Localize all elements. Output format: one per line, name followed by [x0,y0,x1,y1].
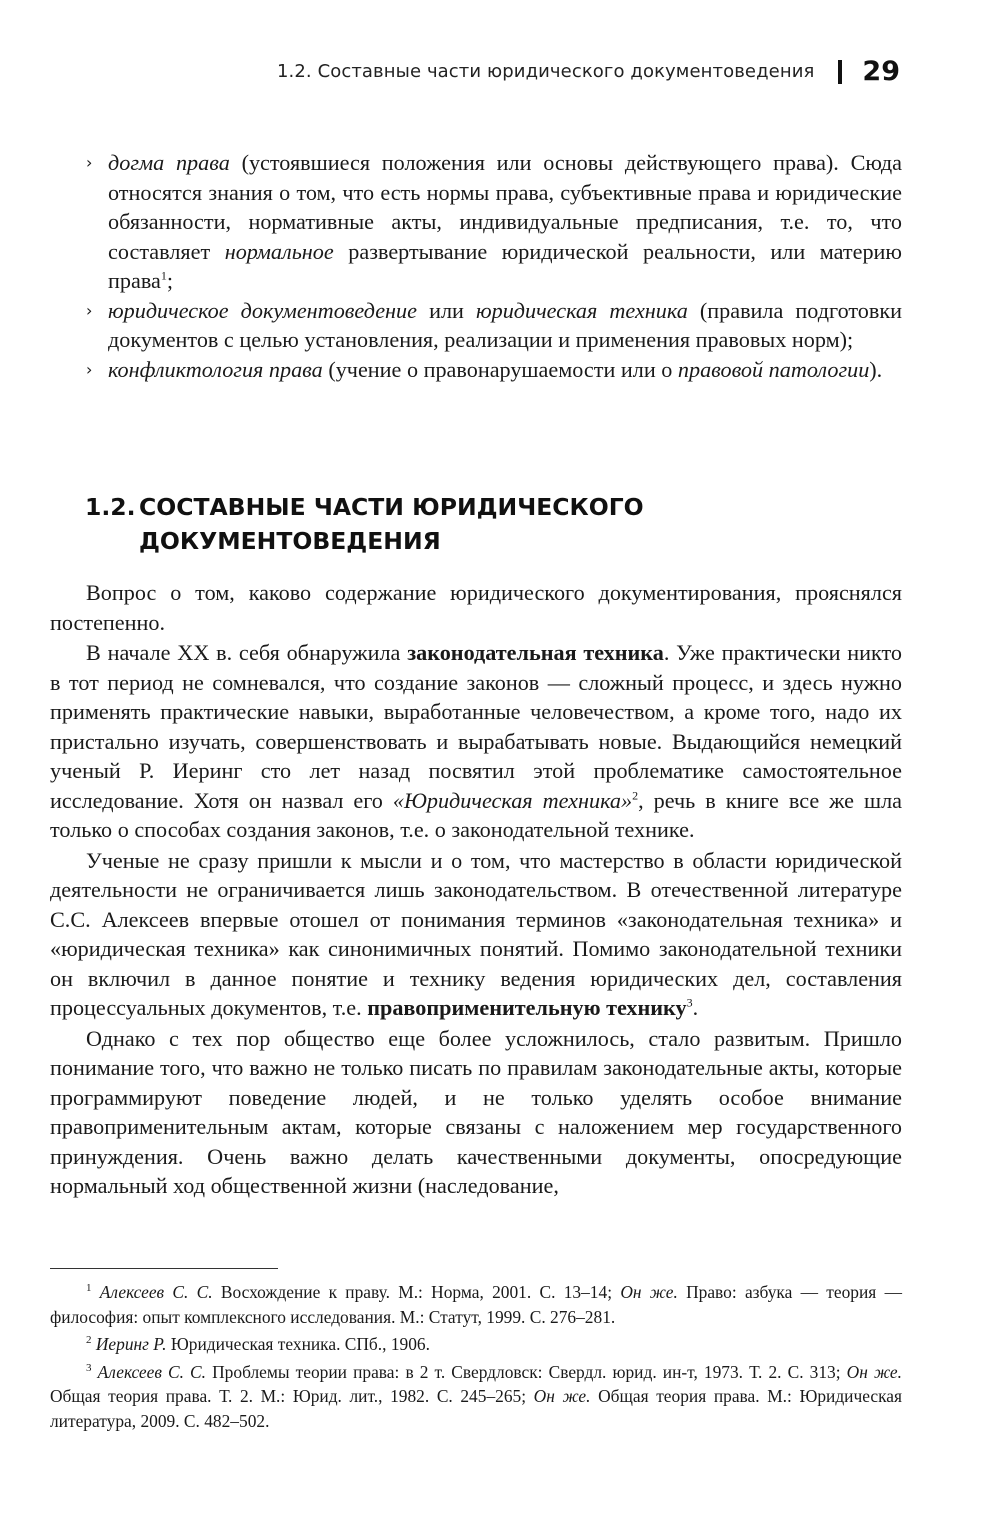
italic-text: юридическое документоведение [108,297,418,323]
list-item [50,355,902,385]
list-item [50,148,902,296]
section-title-line-1: СОСТАВНЫЕ ЧАСТИ ЮРИДИЧЕСКОГО [139,493,644,521]
footnote-ref: 2 [632,788,639,803]
text-run: Общая теория права. Т. 2. М.: Юрид. лит., 1982. С. 245–265; [50,1386,534,1406]
bold-term: правоприменительную технику [367,995,687,1020]
footnote [50,1332,902,1357]
text-run: . Уже практически никто в тот период не сомневался, что создание законов — сложный процесс, и здесь нужно применять практические навыки, выработанные человечеством, а кроме того, надо их пристально изучать, совершенствовать и вырабатывать новые. Выдающийся немецкий ученый Р. Иеринг сто лет назад посвятил этой проблематике самостоятельное исследование. Хотя он назвал его [50,640,903,813]
running-title: 1.2. Составные части юридического документоведения [277,61,815,82]
text-run: . [692,995,699,1020]
italic-text: Алексеев С. С. [97,1361,207,1382]
paragraph [50,638,902,845]
running-header [277,56,900,87]
italic-text: конфликтология права [108,356,323,382]
italic-text: правовой патологии [677,356,870,382]
text-run: Восхождение к праву. М.: Норма, 2001. С. 13–14; [212,1282,621,1302]
italic-text: юридическая техника [475,297,688,323]
footnote-ref: 3 [86,1361,92,1374]
page-number: 29 [862,56,900,87]
text-run: Проблемы теории права: в 2 т. Свердловск: Свердл. юрид. ин-т, 1973. Т. 2. С. 313; [206,1361,847,1382]
chevron-bullet-icon: › [86,153,93,172]
chevron-bullet-icon: › [86,359,93,379]
text-run: (правила подготовки документов с целью установления, реализации и применения правовых норм); [108,297,902,352]
text-run: Право: азбука — теория — философия: опыт комплексного исследования. М.: Статут, 1999. С. 276–281. [50,1282,902,1327]
footnote-ref: 1 [160,268,167,283]
footnote-ref: 2 [86,1334,92,1347]
paragraph [50,1024,902,1201]
text-run: Вопрос о том, каково содержание юридического документирования, прояснялся постепенно. [50,580,902,635]
section-heading [85,490,885,558]
italic-text: Иеринг Р. [95,1334,167,1354]
text-run: развертывание юридической реальности, или материю права [108,238,902,293]
text-run [92,1282,100,1302]
text-run: Общая теория права. М.: Юридическая литература, 2009. С. 482–502. [50,1386,902,1431]
paragraph [50,846,902,1023]
italic-text: нормальное [224,238,334,264]
section-number: 1.2. [85,493,136,521]
text-run: (устоявшиеся положения или основы действующего права). Сюда относятся знания о том, что есть нормы права, субъективные права и юридические обязанности, нормативные акты, индивидуальные предписания, т.е. то, что составляет [108,150,902,264]
italic-text: Он же. [846,1361,902,1382]
list-item [50,296,902,355]
chevron-bullet-icon: › [86,300,93,320]
section-title-line-2: ДОКУМЕНТОВЕДЕНИЯ [139,527,441,555]
text-run: или [417,297,476,323]
text-run: В начале XX в. себя обнаружила [86,640,408,665]
text-run: (учение о правонарушаемости или о [322,356,678,382]
text-run: Ученые не сразу пришли к мысли и о том, что мастерство в области юридической деятельности не ограничивается лишь законодательством. В отечественной литературе С.С. Алексеев впервые отошел от понимания терминов «законодательная техника» и «юридическая техника» как синонимичных понятий. Помимо законодательной техники он включил в данное понятие и технику ведения юридических дел, составления процессуальных документов, т.е. [50,847,902,1020]
bold-term: законодательная техника [407,640,664,665]
text-run: Юридическая техника. СПб., 1906. [166,1334,430,1354]
text-run: ; [166,268,174,293]
footnote [50,1280,902,1329]
header-divider [838,60,842,84]
footnote-ref: 3 [686,995,693,1010]
paragraph [50,578,902,637]
italic-text: догма права [108,150,230,175]
text-run: Однако с тех пор общество еще более усложнилось, стало развитым. Пришло понимание того, что важно не только писать по правилам законодательные акты, которые программируют поведение людей, и не только уделять особое внимание правоприменительным актам, которые связаны с наложением мер государственного принуждения. Очень важно делать качественными документы, опосредующие нормальный ход общественной жизни (наследование, [50,1025,902,1198]
italic-text: Он же. [620,1282,678,1302]
body-text [50,578,902,1202]
text-run: , речь в книге все же шла только о способах создания законов, т.е. о законодательной технике. [50,787,902,842]
italic-text: Алексеев С. С. [99,1282,213,1302]
footnote-divider [50,1268,278,1269]
bullet-list [50,148,902,384]
footnote-ref: 1 [86,1282,92,1295]
footnotes [50,1280,902,1436]
text-run: ). [869,356,883,382]
italic-text: Он же. [533,1386,591,1406]
footnote [50,1360,902,1434]
italic-text: «Юридическая техника» [392,787,633,813]
